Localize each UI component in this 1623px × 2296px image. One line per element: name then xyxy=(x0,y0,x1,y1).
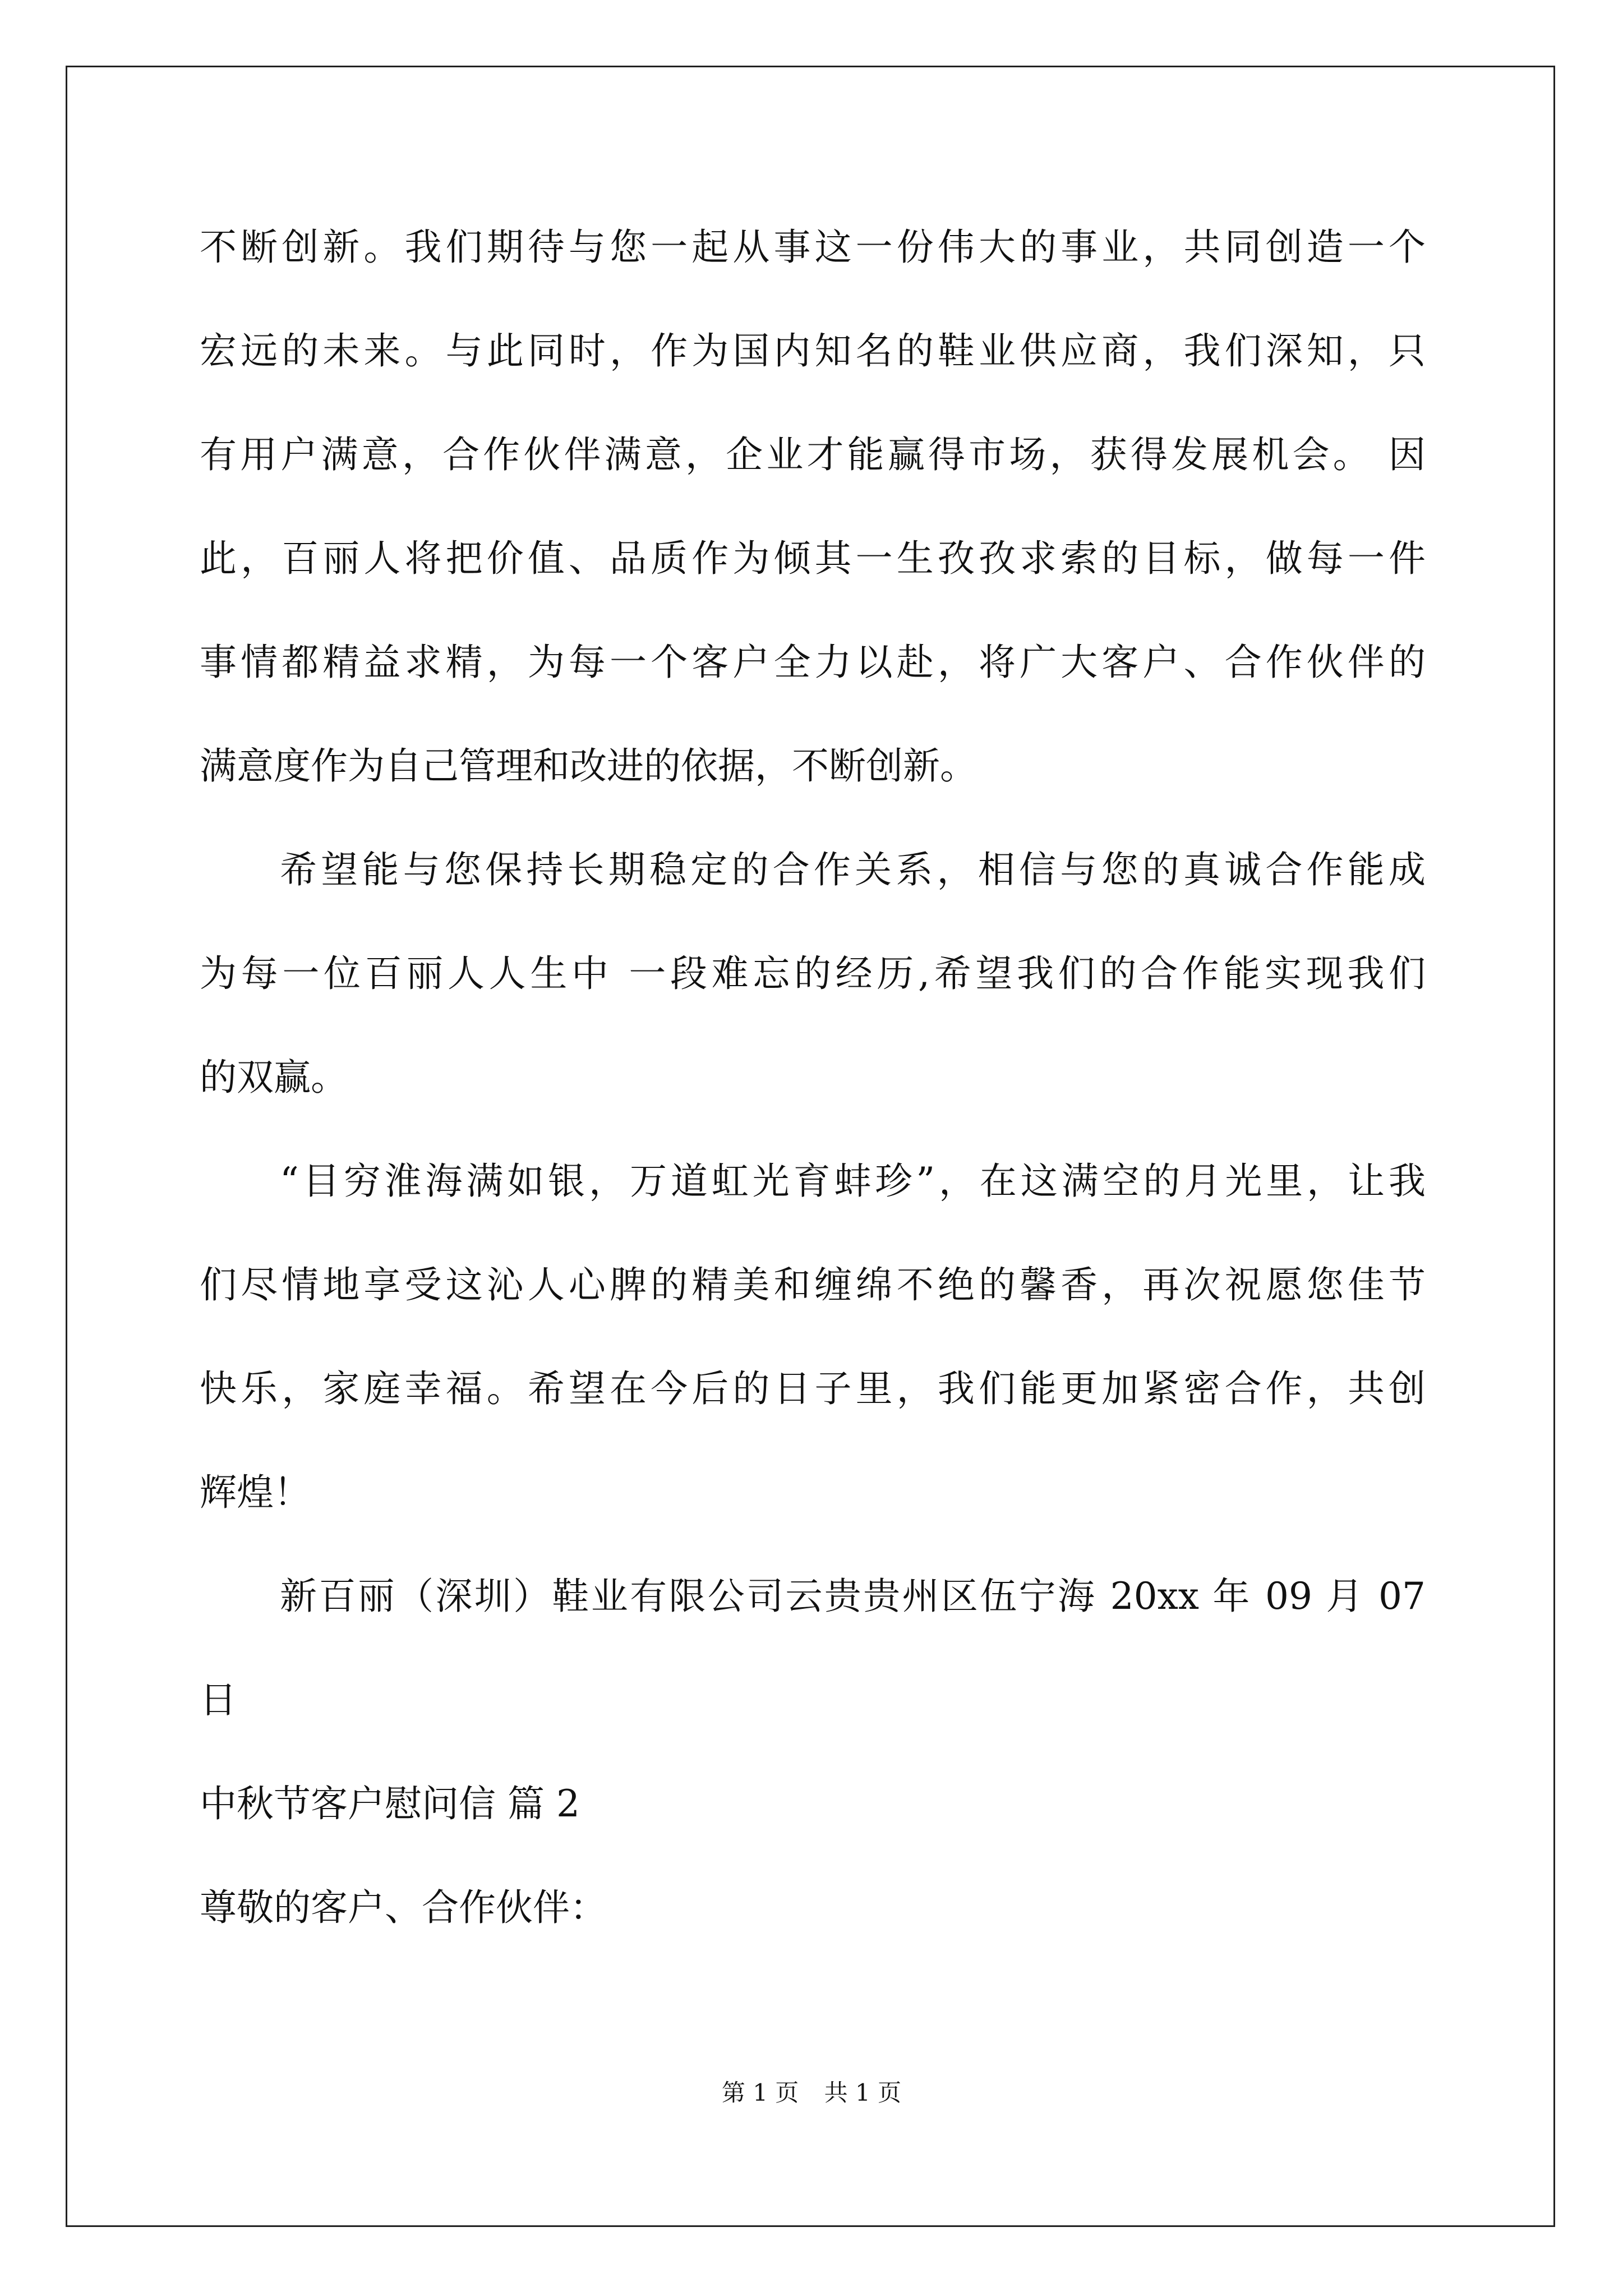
page-total: 共 1 页 xyxy=(824,2079,902,2106)
page-footer xyxy=(0,2074,1623,2108)
text-line: 希望能与您保持长期稳定的合作关系，相信与您的真诚合作能成 xyxy=(280,848,1426,891)
text-line: 宏远的未来。与此同时，作为国内知名的鞋业供应商，我们深知，只 xyxy=(200,329,1426,372)
text-line: 此，百丽人将把价值、品质作为倾其一生孜孜求索的目标，做每一件 xyxy=(200,537,1426,580)
letter-body xyxy=(200,217,1426,1981)
text-line: 满意度作为自己管理和改进的依据，不断创新。 xyxy=(200,744,977,788)
text-line: 不断创新。我们期待与您一起从事这一份伟大的事业，共同创造一个 xyxy=(200,226,1426,269)
text-line: “目穷淮海满如银，万道虹光育蚌珍”，在这满空的月光里，让我 xyxy=(280,1159,1426,1203)
text-line: 们尽情地享受这沁人心脾的精美和缠绵不绝的馨香，再次祝愿您佳节 xyxy=(200,1263,1426,1306)
signature-line: 新百丽（深圳）鞋业有限公司云贵贵州区伍宁海 20xx 年 09 月 07 xyxy=(280,1575,1426,1618)
page-number: 第 1 页 xyxy=(721,2079,799,2106)
signature-line: 日 xyxy=(200,1678,237,1722)
text-line: 快乐，家庭幸福。希望在今后的日子里，我们能更加紧密合作，共创 xyxy=(200,1367,1426,1410)
salutation: 尊敬的客户、合作伙伴： xyxy=(200,1886,607,1929)
text-line: 辉煌！ xyxy=(200,1471,311,1514)
text-line: 为每一位百丽人人生中 一段难忘的经历,希望我们的合作能实现我们 xyxy=(200,952,1426,995)
text-line: 事情都精益求精，为每一个客户全力以赴，将广大客户、合作伙伴的 xyxy=(200,641,1426,684)
section-heading: 中秋节客户慰问信 篇 2 xyxy=(200,1782,580,1825)
text-line: 有用户满意，合作伙伴满意，企业才能赢得市场，获得发展机会。 因 xyxy=(200,433,1426,476)
text-line: 的双赢。 xyxy=(200,1056,348,1099)
